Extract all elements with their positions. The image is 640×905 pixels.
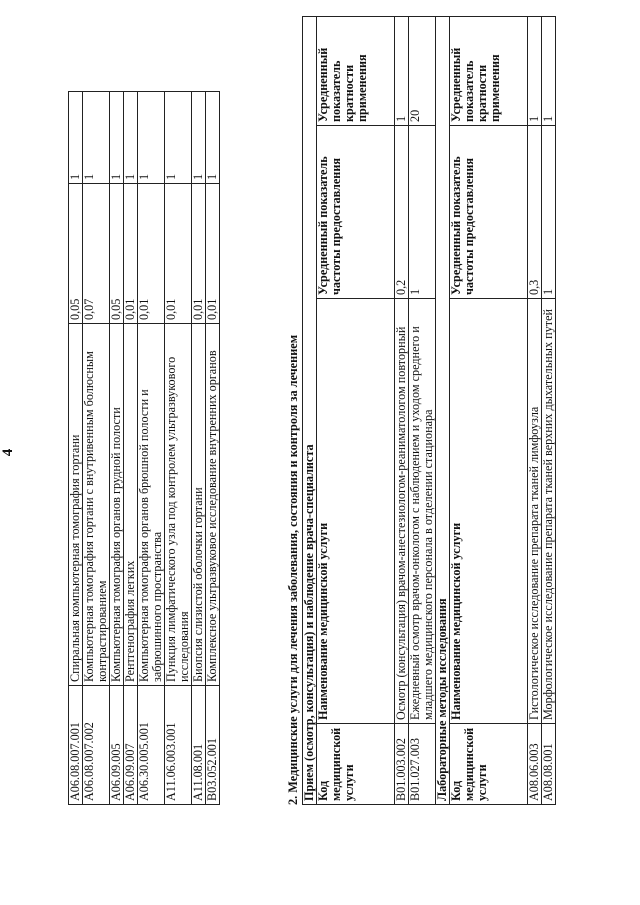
cell-code: A11.06.003.001 <box>165 686 192 805</box>
table-row <box>110 92 124 805</box>
cell-freq: 0,01 <box>192 184 206 324</box>
cell-mult: 1 <box>528 16 542 125</box>
cell-code: A08.08.001 <box>542 724 556 805</box>
cell-name: Компьютерная томография гортани с внутривенным болюсным контрастированием <box>83 324 110 686</box>
services-table-2 <box>302 16 556 805</box>
table-row <box>395 16 409 804</box>
cell-code: A06.08.007.002 <box>83 686 110 805</box>
cell-code: A06.08.007.001 <box>69 686 83 805</box>
col-code-header: Код медицинской услуги <box>450 724 528 805</box>
cell-freq: 0,01 <box>165 184 192 324</box>
table-row <box>542 16 556 804</box>
cell-name: Комплексное ультразвуковое исследование внутренних органов <box>206 324 220 686</box>
cell-mult: 1 <box>138 92 165 184</box>
cell-freq: 0,05 <box>69 184 83 324</box>
table-row <box>409 16 436 804</box>
cell-name: Ежедневный осмотр врачом-онкологом с наблюдением и уходом среднего и младшего медицинского персонала в отделении стационара <box>409 299 436 724</box>
cell-freq: 0,01 <box>206 184 220 324</box>
cell-mult: 20 <box>409 16 436 125</box>
cell-name: Пункция лимфатического узла под контролем ультразвукового исследования <box>165 324 192 686</box>
col-mult-header: Усредненный показатель кратности применения <box>450 16 528 125</box>
subheader-lab: Лабораторные методы исследования <box>436 16 450 804</box>
col-name-header: Наименование медицинской услуги <box>450 299 528 724</box>
cell-code: B01.003.002 <box>395 724 409 805</box>
cell-mult: 1 <box>395 16 409 125</box>
cell-freq: 0,2 <box>395 126 409 299</box>
cell-name: Спиральная компьютерная томография гортани <box>69 324 83 686</box>
cell-code: A11.08.001 <box>192 686 206 805</box>
table-row <box>83 92 110 805</box>
cell-freq: 1 <box>409 126 436 299</box>
col-mult-header: Усредненный показатель кратности применения <box>317 16 395 125</box>
cell-mult: 1 <box>110 92 124 184</box>
table-row <box>138 92 165 805</box>
col-code-header: Код медицинской услуги <box>317 724 395 805</box>
cell-freq: 0,07 <box>83 184 110 324</box>
header-row <box>450 16 528 804</box>
cell-name: Биопсия слизистой оболочки гортани <box>192 324 206 686</box>
page-number: 4 <box>0 448 16 457</box>
cell-name: Осмотр (консультация) врачом-анестезиологом-реаниматологом повторный <box>395 299 409 724</box>
cell-freq: 0,01 <box>124 184 138 324</box>
cell-code: A06.09.007 <box>124 686 138 805</box>
subheader-row <box>303 16 317 804</box>
cell-code: A08.06.003 <box>528 724 542 805</box>
cell-freq: 1 <box>542 126 556 299</box>
table-row <box>69 92 83 805</box>
table-row <box>192 92 206 805</box>
cell-code: A06.30.005.001 <box>138 686 165 805</box>
cell-code: A06.09.005 <box>110 686 124 805</box>
table-row <box>165 92 192 805</box>
cell-mult: 1 <box>124 92 138 184</box>
col-name-header: Наименование медицинской услуги <box>317 299 395 724</box>
table-row <box>124 92 138 805</box>
cell-code: B01.027.003 <box>409 724 436 805</box>
subheader-reception: Прием (осмотр, консультация) и наблюдение врача-специалиста <box>303 16 317 804</box>
col-freq-header: Усредненный показатель частоты предоставления <box>450 126 528 299</box>
cell-name: Рентгенография легких <box>124 324 138 686</box>
cell-mult: 1 <box>192 92 206 184</box>
cell-freq: 0,01 <box>138 184 165 324</box>
cell-mult: 1 <box>165 92 192 184</box>
table-row <box>206 92 220 805</box>
cell-mult: 1 <box>206 92 220 184</box>
cell-name: Гистологическое исследование препарата тканей лимфоузла <box>528 299 542 724</box>
subheader-row <box>436 16 450 804</box>
cell-name: Компьютерная томография органов грудной полости <box>110 324 124 686</box>
cell-mult: 1 <box>83 92 110 184</box>
cell-freq: 0,3 <box>528 126 542 299</box>
cell-code: B03.052.001 <box>206 686 220 805</box>
section-2-title: 2. Медицинские услуги для лечения заболевания, состояния и контроля за лечением <box>286 334 300 805</box>
cell-name: Компьютерная томография органов брюшной полости и забрюшинного пространства <box>138 324 165 686</box>
cell-mult: 1 <box>69 92 83 184</box>
services-table-1 <box>68 91 220 805</box>
col-freq-header: Усредненный показатель частоты предоставления <box>317 126 395 299</box>
cell-name: Морфологическое исследование препарата тканей верхних дыхательных путей <box>542 299 556 724</box>
cell-mult: 1 <box>542 16 556 125</box>
header-row <box>317 16 395 804</box>
cell-freq: 0,05 <box>110 184 124 324</box>
table-row <box>528 16 542 804</box>
